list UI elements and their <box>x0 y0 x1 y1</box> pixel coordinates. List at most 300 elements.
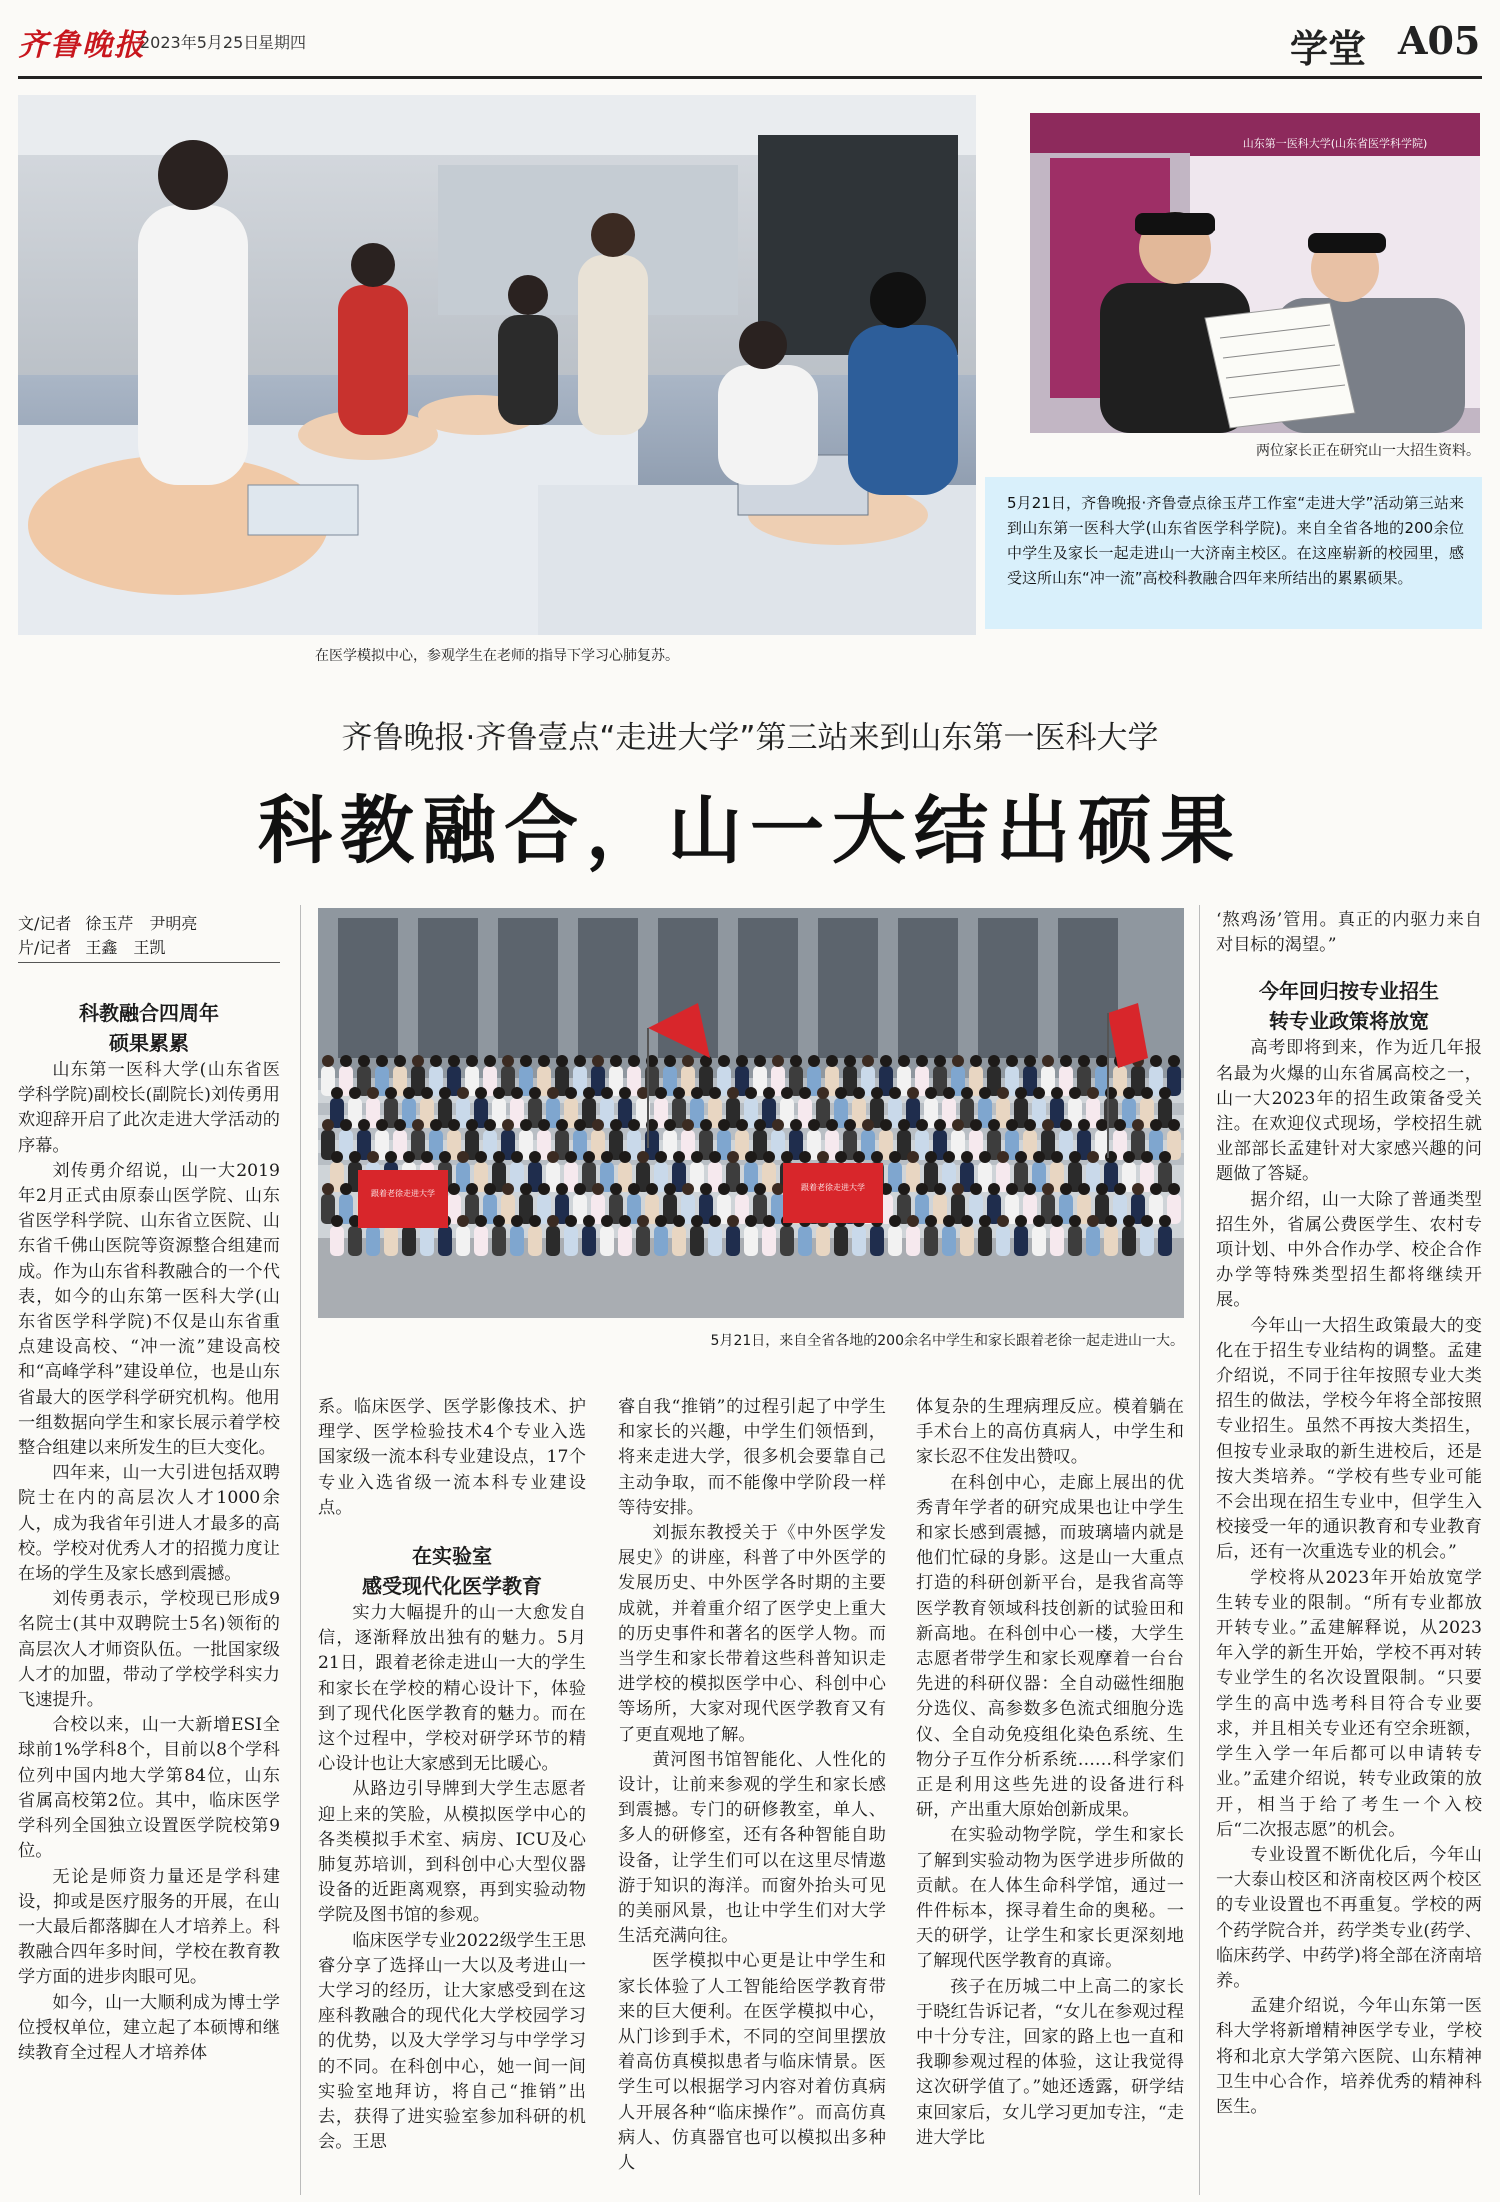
crowd-person-head <box>736 1055 748 1067</box>
crowd-person-head <box>403 1087 415 1099</box>
crowd-person-head <box>529 1215 541 1227</box>
subhead-2: 在实验室 感受现代化医学教育 <box>362 1544 542 1599</box>
crowd-person-head <box>601 1087 613 1099</box>
crowd-person-head <box>961 1087 973 1099</box>
crowd-person <box>348 1226 362 1256</box>
crowd-person-head <box>709 1087 721 1099</box>
crowd-person <box>1140 1226 1154 1256</box>
paragraph: 学校将从2023年开始放宽学生转专业的限制。“所有专业都放开转专业。”孟建解释说，从2023年入学的新生开始，学校不再对转专业学生的名次设置限制。“只要学生的高中选考科目符合专业要求，并且相关专业还有空余班额，学生入学一年后都可以申请转专业。”孟建介绍说，转专业政策的放开，相当于给了考生一个入校后“二次报志愿”的机会。 <box>1216 1567 1482 1840</box>
crowd-person-head <box>754 1183 766 1195</box>
paragraph: 山东第一医科大学(山东省医学科学院)副校长(副院长)刘传勇用欢迎辞开启了此次走进大学活动的序幕。 <box>18 1060 280 1156</box>
crowd-person-head <box>844 1055 856 1067</box>
byline-photo-label: 片/记者 <box>18 938 72 957</box>
crowd-person <box>438 1226 452 1256</box>
banner-right-text: 跟着老徐走进大学 <box>801 1183 865 1192</box>
crowd-person-head <box>790 1055 802 1067</box>
crowd-person-head <box>880 1119 892 1131</box>
crowd-person-head <box>808 1119 820 1131</box>
crowd-person-head <box>493 1151 505 1163</box>
crowd-person-head <box>754 1119 766 1131</box>
crowd-person-head <box>718 1119 730 1131</box>
crowd-person-head <box>682 1119 694 1131</box>
crowd-person-head <box>340 1055 352 1067</box>
byline-rule <box>18 962 280 963</box>
crowd-person-head <box>565 1151 577 1163</box>
paragraph: 医学模拟中心更是让中学生和家长体验了人工智能给医学教育带来的巨大便利。在医学模拟中心，从门诊到手术，不同的空间里摆放着高仿真模拟患者与临床情景。医学生可以根据学习内容对着仿真病人开展各种“临床操作”。而高仿真病人、仿真器官也可以模拟出多种人 <box>618 1951 886 2174</box>
crowd-person-head <box>394 1119 406 1131</box>
crowd-person <box>528 1226 542 1256</box>
crowd-person <box>1068 1226 1082 1256</box>
crowd-person-head <box>970 1055 982 1067</box>
crowd-person-head <box>1150 1119 1162 1131</box>
crowd-person-head <box>655 1087 667 1099</box>
crowd-person-head <box>1015 1151 1027 1163</box>
crowd-person-head <box>736 1183 748 1195</box>
crowd-person-head <box>835 1087 847 1099</box>
crowd-person-head <box>1141 1151 1153 1163</box>
crowd-person <box>600 1226 614 1256</box>
crowd-person-head <box>1051 1151 1063 1163</box>
byline-text-label: 文/记者 <box>18 914 72 933</box>
crowd-person-head <box>556 1183 568 1195</box>
continued-paragraph: 系。临床医学、医学影像技术、护理学、医学检验技术4个专业入选国家级一流本科专业建设点，17个专业入选省级一流本科专业建设点。 <box>318 1397 586 1518</box>
crowd-person-head <box>565 1087 577 1099</box>
crowd-person <box>582 1226 596 1256</box>
crowd-person-head <box>322 1183 334 1195</box>
crowd-person-head <box>1141 1215 1153 1227</box>
group-photo <box>318 908 1184 1318</box>
crowd-person-head <box>1051 1215 1063 1227</box>
crowd-person-head <box>547 1087 559 1099</box>
crowd-person-head <box>628 1119 640 1131</box>
crowd-person-head <box>1096 1055 1108 1067</box>
crowd-person-head <box>988 1183 1000 1195</box>
crowd-person-head <box>628 1183 640 1195</box>
crowd-person-head <box>853 1087 865 1099</box>
crowd-person-head <box>610 1119 622 1131</box>
crowd-person-head <box>484 1183 496 1195</box>
paragraph: 据介绍，山一大除了普通类型招生外，省属公费医学生、农村专项计划、中外合作办学、校企合作办学等特殊类型招生都将继续开展。 <box>1216 1189 1482 1311</box>
crowd-person-head <box>853 1151 865 1163</box>
crowd-person-head <box>790 1119 802 1131</box>
crowd-person <box>762 1226 776 1256</box>
crowd-person <box>366 1226 380 1256</box>
crowd-person <box>546 1226 560 1256</box>
crowd-person-head <box>376 1055 388 1067</box>
crowd-person-head <box>1078 1055 1090 1067</box>
crowd-person-head <box>403 1151 415 1163</box>
crowd-person-head <box>331 1215 343 1227</box>
paragraph: 今年山一大招生政策最大的变化在于招生专业结构的调整。孟建介绍说，不同于往年按照专业大类招生的做法，学校今年将全部按照专业招生。虽然不再按大类招生，但按专业录取的新生进校后，还是按大类培养。“学校有些专业可能不会出现在招生专业中，但学生入校接受一年的通识教育和专业教育后，还有一次重选专业的机会。” <box>1216 1315 1482 1563</box>
crowd-person-head <box>997 1087 1009 1099</box>
crowd-person-head <box>583 1151 595 1163</box>
crowd-person-head <box>520 1183 532 1195</box>
crowd-person-head <box>367 1151 379 1163</box>
crowd-person-head <box>574 1183 586 1195</box>
crowd-person-head <box>934 1119 946 1131</box>
crowd-person-head <box>691 1087 703 1099</box>
crowd-person-head <box>466 1183 478 1195</box>
crowd-person-head <box>493 1215 505 1227</box>
crowd-person-head <box>430 1055 442 1067</box>
crowd-person-head <box>358 1055 370 1067</box>
crowd-person-head <box>511 1151 523 1163</box>
crowd-person-head <box>826 1055 838 1067</box>
crowd-person-head <box>1060 1183 1072 1195</box>
crowd-person-head <box>1060 1055 1072 1067</box>
crowd-person-head <box>493 1087 505 1099</box>
crowd-person <box>834 1226 848 1256</box>
crowd-person <box>798 1226 812 1256</box>
crowd-person-head <box>916 1183 928 1195</box>
crowd-person-head <box>1141 1087 1153 1099</box>
crowd-person-head <box>565 1215 577 1227</box>
crowd-person-head <box>502 1119 514 1131</box>
crowd-person-head <box>952 1055 964 1067</box>
crowd-person-head <box>934 1055 946 1067</box>
crowd-person-head <box>952 1119 964 1131</box>
subhead-3: 今年回归按专业招生 转专业政策将放宽 <box>1259 979 1439 1034</box>
crowd-person-head <box>682 1183 694 1195</box>
paragraph: 高考即将到来，作为近几年报名最为火爆的山东省属高校之一，山一大2023年的招生政策备受关注。在欢迎仪式现场，学校招生就业部部长孟建针对大家感兴趣的问题做了答疑。 <box>1216 1038 1482 1185</box>
paragraph: 刘传勇表示，学校现已形成9名院士(其中双聘院士5名)领衔的高层次人才师资队伍。一批国家级人才的加盟，带动了学校学科实力飞速提升。 <box>18 1589 280 1711</box>
crowd-person-head <box>979 1151 991 1163</box>
paragraph: 在实验动物学院，学生和家长了解到实验动物为医学进步所做的贡献。在人体生命科学馆，通过一件件标本，探寻着生命的奥秘。一天的研学，让学生和家长更深刻地了解现代医学教育的真谛。 <box>916 1825 1184 1972</box>
crowd-person-head <box>331 1151 343 1163</box>
crowd-person-head <box>727 1215 739 1227</box>
crowd-person-head <box>889 1151 901 1163</box>
crowd-person-head <box>1069 1151 1081 1163</box>
crowd-person <box>960 1226 974 1256</box>
crowd-person <box>852 1226 866 1256</box>
crowd-person <box>564 1226 578 1256</box>
crowd-person-head <box>457 1215 469 1227</box>
crowd-person-head <box>979 1087 991 1099</box>
crowd-person-head <box>772 1055 784 1067</box>
article-column-1 <box>18 998 280 2066</box>
crowd-person <box>618 1226 632 1256</box>
crowd-person-head <box>511 1215 523 1227</box>
crowd-person-head <box>1042 1119 1054 1131</box>
crowd-person <box>402 1226 416 1256</box>
crowd-person-head <box>601 1215 613 1227</box>
crowd-person-head <box>466 1055 478 1067</box>
crowd-person-head <box>1168 1183 1180 1195</box>
crowd-person-head <box>1159 1087 1171 1099</box>
crowd-person-head <box>1168 1055 1180 1067</box>
crowd-person-head <box>367 1087 379 1099</box>
crowd-person-head <box>691 1215 703 1227</box>
crowd-person-head <box>889 1087 901 1099</box>
crowd-person-head <box>322 1119 334 1131</box>
crowd-person-head <box>700 1183 712 1195</box>
crowd-person-head <box>619 1215 631 1227</box>
crowd-person-head <box>862 1055 874 1067</box>
crowd-person <box>456 1226 470 1256</box>
crowd-person-head <box>502 1055 514 1067</box>
crowd-person-head <box>1087 1151 1099 1163</box>
cpr-photo-caption: 在医学模拟中心，参观学生在老师的指导下学习心肺复苏。 <box>315 648 679 664</box>
crowd-person-head <box>412 1055 424 1067</box>
crowd-person <box>726 1226 740 1256</box>
crowd-person-head <box>898 1183 910 1195</box>
crowd-person-head <box>1114 1119 1126 1131</box>
paragraph: 刘振东教授关于《中外医学发展史》的讲座，科普了中外医学的发展历史、中外医学各时期的主要成就，并着重介绍了医学史上重大的历史事件和著名的医学人物。而当学生和家长带着这些科普知识走进学校的模拟医学中心、科创中心等场所，大家对现代医学教育又有了更直观地了解。 <box>618 1523 886 1745</box>
crowd-person-head <box>655 1215 667 1227</box>
section-name: 学堂 <box>1290 26 1367 71</box>
crowd-person-head <box>1150 1055 1162 1067</box>
crowd-person <box>870 1226 884 1256</box>
crowd-person-head <box>538 1055 550 1067</box>
crowd-person-head <box>1033 1215 1045 1227</box>
crowd-person-head <box>556 1055 568 1067</box>
paragraph: 黄河图书馆智能化、人性化的设计，让前来参观的学生和家长感到震撼。专门的研修教室，单人、多人的研修室，还有各种智能自助设备，让学生们可以在这里尽情遨游于知识的海洋。而窗外抬头可见的美丽风景，也让中学生们对大学生活充满向往。 <box>618 1749 886 1947</box>
crowd-person-head <box>871 1151 883 1163</box>
paragraph: 临床医学专业2022级学生王思睿分享了选择山一大以及考进山一大学习的经历，让大家感受到在这座科教融合的现代化大学校园学习的优势，以及大学学习与中学学习的不同。在科创中心，她一间一间实验室地拜访，将自己“推销”出去，获得了进实验室参加科研的机会。王思 <box>318 1930 586 2153</box>
crowd-person-head <box>331 1087 343 1099</box>
crowd-person-head <box>520 1119 532 1131</box>
crowd-person-head <box>457 1151 469 1163</box>
paragraph: 合校以来，山一大新增ESI全球前1%学科8个，目前以8个学科位列中国内地大学第84位，山东省属高校第2位。其中，临床医学学科列全国独立设置医学院校第9位。 <box>18 1715 280 1862</box>
paragraph: 刘传勇介绍说，山一大2019年2月正式由原泰山医学院、山东省医学科学院、山东省立医院、山东省千佛山医院等资源整合组建而成。作为山东省科教融合的一个代表，如今的山东第一医科大学(山东省医学科学院)不仅是山东省重点建设高校、“冲一流”建设高校和“高峰学科”建设单位，也是山东省最大的医学科学研究机构。他用一组数据向学生和家长展示着学校整合组建以来所发生的巨大变化。 <box>18 1160 280 1459</box>
crowd-person-head <box>862 1119 874 1131</box>
crowd-person-head <box>646 1183 658 1195</box>
crowd-person-head <box>421 1087 433 1099</box>
crowd-person-head <box>619 1087 631 1099</box>
crowd-person-head <box>673 1215 685 1227</box>
crowd-person-head <box>610 1183 622 1195</box>
crowd-person-head <box>502 1183 514 1195</box>
crowd-person-head <box>529 1151 541 1163</box>
crowd-person-head <box>385 1087 397 1099</box>
crowd-person-head <box>943 1215 955 1227</box>
crowd-person-head <box>997 1151 1009 1163</box>
crowd-person-head <box>1015 1087 1027 1099</box>
crowd-person-head <box>358 1119 370 1131</box>
crowd-person-head <box>952 1183 964 1195</box>
board-title: 山东第一医科大学(山东省医学科学院) <box>1242 137 1428 150</box>
crowd-person-head <box>907 1151 919 1163</box>
crowd-person <box>978 1226 992 1256</box>
byline-text-names: 徐玉芹 尹明亮 <box>85 914 198 933</box>
crowd-person-head <box>1123 1087 1135 1099</box>
crowd-person-head <box>1132 1183 1144 1195</box>
paragraph: 孟建介绍说，今年山东第一医科大学将新增精神医学专业，学校将和北京大学第六医院、山东精神卫生中心合作，培养优秀的精神科医生。 <box>1216 1996 1482 2117</box>
byline <box>18 912 280 960</box>
crowd-person-head <box>880 1055 892 1067</box>
article-column-5 <box>1216 908 1482 2120</box>
crowd-person <box>384 1226 398 1256</box>
crowd-person-head <box>727 1151 739 1163</box>
crowd-person-head <box>781 1151 793 1163</box>
crowd-person-head <box>1087 1087 1099 1099</box>
crowd-person-head <box>1159 1215 1171 1227</box>
crowd-person <box>744 1226 758 1256</box>
crowd-person-head <box>934 1183 946 1195</box>
continued-paragraph: 睿自我“推销”的过程引起了中学生和家长的兴趣，中学生们领悟到，将来走进大学，很多机会要靠自己主动争取，而不能像中学阶段一样等待安排。 <box>618 1397 886 1518</box>
crowd-person-head <box>772 1183 784 1195</box>
crowd-person-head <box>601 1151 613 1163</box>
crowd-person-head <box>484 1119 496 1131</box>
crowd-person-head <box>844 1119 856 1131</box>
crowd-person-head <box>673 1151 685 1163</box>
article-kicker: 齐鲁晚报·齐鲁壹点“走进大学”第三站来到山东第一医科大学 <box>341 720 1159 756</box>
crowd-person-head <box>385 1151 397 1163</box>
crowd-person-head <box>898 1119 910 1131</box>
crowd-person-head <box>826 1119 838 1131</box>
crowd-person-head <box>1096 1183 1108 1195</box>
crowd-person-head <box>700 1055 712 1067</box>
crowd-person-head <box>538 1183 550 1195</box>
crowd-person-head <box>745 1151 757 1163</box>
crowd-person-head <box>547 1215 559 1227</box>
crowd-person-head <box>1078 1119 1090 1131</box>
crowd-person-head <box>484 1055 496 1067</box>
crowd-person-head <box>835 1151 847 1163</box>
crowd-person-head <box>718 1055 730 1067</box>
crowd-person-head <box>1006 1119 1018 1131</box>
crowd-person-head <box>1042 1183 1054 1195</box>
crowd-person-head <box>475 1151 487 1163</box>
crowd-person-head <box>673 1087 685 1099</box>
crowd-person-head <box>1060 1119 1072 1131</box>
crowd-person-head <box>1105 1215 1117 1227</box>
crowd-person-head <box>1105 1087 1117 1099</box>
byline-photo-names: 王鑫 王凯 <box>85 938 166 957</box>
crowd-person-head <box>394 1055 406 1067</box>
article-column-4 <box>916 1395 1184 2151</box>
crowd-person-head <box>574 1055 586 1067</box>
crowd-person-head <box>574 1119 586 1131</box>
crowd-person-head <box>988 1055 1000 1067</box>
crowd-person-head <box>916 1119 928 1131</box>
paragraph: 从路边引导牌到大学生志愿者迎上来的笑脸，从模拟医学中心的各类模拟手术室、病房、ICU及心肺复苏培训，到科创中心大型仪器设备的近距离观察，再到实验动物学院及图书馆的参观。 <box>318 1779 586 1926</box>
crowd-person-head <box>439 1087 451 1099</box>
crowd-person-head <box>889 1215 901 1227</box>
crowd-person-head <box>907 1087 919 1099</box>
crowd-person <box>510 1226 524 1256</box>
crowd-person-head <box>430 1119 442 1131</box>
paragraph: 实力大幅提升的山一大愈发自信，逐渐释放出独有的魅力。5月21日，跟着老徐走进山一大的学生和家长在学校的精心设计下，体验到了现代化医学教育的魅力。而在这个过程中，学校对研学环节的精心设计也让大家感到无比暖心。 <box>318 1603 586 1775</box>
crowd-person <box>1122 1226 1136 1256</box>
crowd-person-head <box>1123 1151 1135 1163</box>
crowd-person-head <box>763 1087 775 1099</box>
crowd-person-head <box>556 1119 568 1131</box>
crowd-person-head <box>736 1119 748 1131</box>
crowd-person-head <box>376 1119 388 1131</box>
crowd-person-head <box>628 1055 640 1067</box>
crowd-person <box>330 1226 344 1256</box>
crowd-person-head <box>709 1215 721 1227</box>
masthead-logo: 齐鲁晚报 <box>18 28 146 63</box>
parents-photo-caption: 两位家长正在研究山一大招生资料。 <box>1256 443 1480 459</box>
crowd-person-head <box>1069 1087 1081 1099</box>
crowd-person-head <box>457 1087 469 1099</box>
crowd-person-head <box>592 1119 604 1131</box>
crowd-person-head <box>439 1151 451 1163</box>
crowd-person-head <box>1042 1055 1054 1067</box>
crowd-person <box>672 1226 686 1256</box>
crowd-person <box>816 1226 830 1256</box>
crowd-person <box>708 1226 722 1256</box>
subhead-1: 科教融合四周年 硕果累累 <box>79 1001 219 1055</box>
paragraph: 无论是师资力量还是学科建设，抑或是医疗服务的开展，在山一大最后都落脚在人才培养上。科教融合四年多时间，学校在教育教学方面的进步肉眼可见。 <box>18 1866 280 1988</box>
header-rule <box>18 76 1482 79</box>
banner-left-text: 跟着老徐走进大学 <box>371 1189 435 1198</box>
crowd-person-head <box>1024 1183 1036 1195</box>
crowd-person <box>1158 1226 1172 1256</box>
crowd-person-head <box>745 1087 757 1099</box>
crowd-person-head <box>610 1055 622 1067</box>
page-number: A05 <box>1398 18 1481 63</box>
paragraph: 四年来，山一大引进包括双聘院士在内的高层次人才1000余人，成为我省年引进人才最多的高校。学校对优秀人才的招揽力度让在场的学生及家长感到震撼。 <box>18 1463 280 1585</box>
continued-paragraph: 体复杂的生理病理反应。模着躺在手术台上的高仿真病人，中学生和家长忍不住发出赞叹。 <box>916 1397 1184 1468</box>
article-headline: 科教融合，山一大结出硕果 <box>258 788 1242 874</box>
crowd-person <box>420 1226 434 1256</box>
crowd-person-head <box>1132 1119 1144 1131</box>
crowd-person-head <box>592 1183 604 1195</box>
crowd-person-head <box>1159 1151 1171 1163</box>
crowd-person-head <box>925 1151 937 1163</box>
crowd-person-head <box>727 1087 739 1099</box>
article-column-2 <box>318 1395 586 2155</box>
crowd-person <box>654 1226 668 1256</box>
crowd-person <box>1086 1226 1100 1256</box>
crowd-person-head <box>664 1183 676 1195</box>
crowd-person-head <box>664 1119 676 1131</box>
crowd-person-head <box>529 1087 541 1099</box>
crowd-person-head <box>961 1151 973 1163</box>
crowd-person-head <box>520 1055 532 1067</box>
crowd-person-head <box>637 1215 649 1227</box>
crowd-person-head <box>448 1119 460 1131</box>
crowd-person-head <box>1096 1119 1108 1131</box>
crowd-person-head <box>1150 1183 1162 1195</box>
crowd-person-head <box>925 1215 937 1227</box>
continued-paragraph: ‘熬鸡汤’管用。真正的内驱力来自对目标的渴望。” <box>1216 910 1482 956</box>
crowd-person-head <box>970 1119 982 1131</box>
crowd-person-head <box>970 1183 982 1195</box>
crowd-person-head <box>781 1087 793 1099</box>
crowd-person-head <box>583 1215 595 1227</box>
crowd-person-head <box>1033 1087 1045 1099</box>
crowd-person <box>924 1226 938 1256</box>
crowd-person-head <box>754 1055 766 1067</box>
crowd-person-head <box>475 1087 487 1099</box>
crowd-person-head <box>511 1087 523 1099</box>
crowd-person <box>906 1226 920 1256</box>
crowd-person-head <box>1168 1119 1180 1131</box>
crowd-person-head <box>1033 1151 1045 1163</box>
crowd-person <box>1050 1226 1064 1256</box>
crowd-person-head <box>1078 1183 1090 1195</box>
crowd-person-head <box>943 1087 955 1099</box>
crowd-person-head <box>808 1055 820 1067</box>
paragraph: 专业设置不断优化后，今年山一大泰山校区和济南校区两个校区的专业设置也不再重复。学校的两个药学院合并，药学类专业(药学、临床药学、中药学)将全部在济南培养。 <box>1216 1844 1482 1991</box>
crowd-person-head <box>340 1183 352 1195</box>
paragraph: 孩子在历城二中上高二的家长于晓红告诉记者，“女儿在参观过程中十分专注，回家的路上也一直和我聊参观过程的体验，这让我觉得这次研学值了。”她还透露，研学结束回家后，女儿学习更加专注，“走进大学比 <box>916 1976 1184 2148</box>
group-photo-caption: 5月21日，来自全省各地的200余名中学生和家长跟着老徐一起走进山一大。 <box>710 1333 1184 1349</box>
crowd-person-head <box>817 1151 829 1163</box>
crowd-person <box>780 1226 794 1256</box>
crowd-person-head <box>943 1151 955 1163</box>
crowd-person-head <box>817 1087 829 1099</box>
crowd-person <box>888 1226 902 1256</box>
crowd-person-head <box>1069 1215 1081 1227</box>
crowd-person-head <box>340 1119 352 1131</box>
crowd-person-head <box>718 1183 730 1195</box>
crowd-person-head <box>1114 1183 1126 1195</box>
